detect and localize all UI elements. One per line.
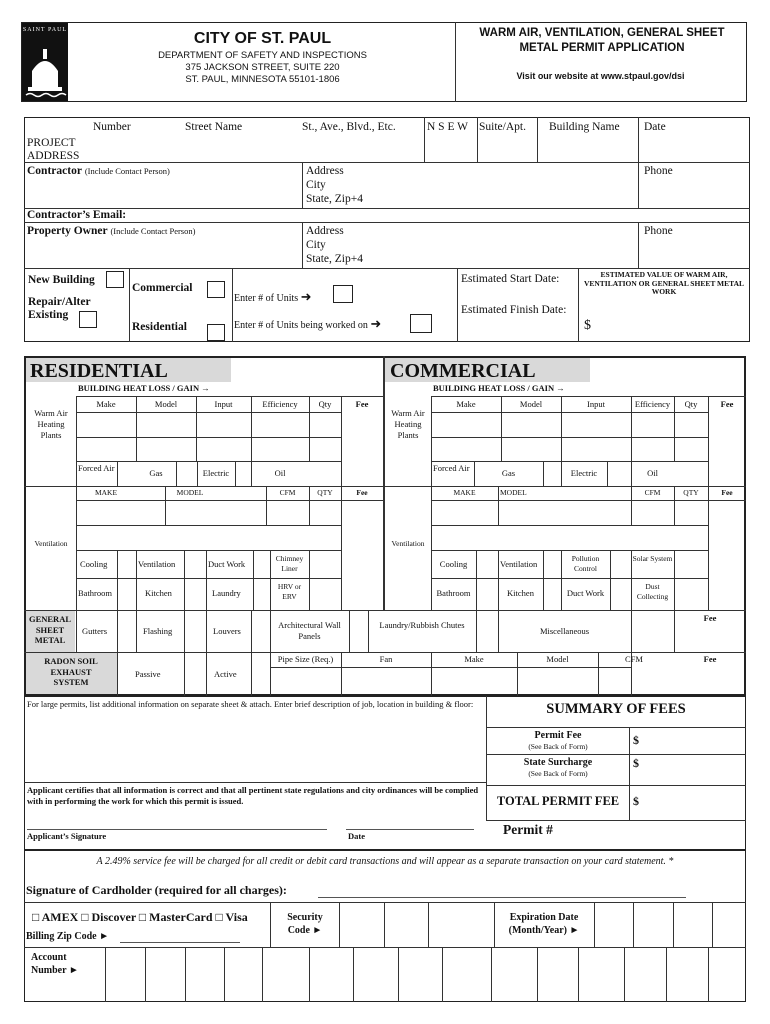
com-opt-pollution-control: Pollution Control <box>571 554 600 573</box>
gsm-architectural: Architectural Wall Panels <box>278 620 341 642</box>
department: DEPARTMENT OF SAFETY AND INSPECTIONS <box>158 50 367 61</box>
com-fuel-electric: Electric <box>570 468 598 478</box>
gsm-fee: Fee <box>703 613 717 623</box>
form-title: WARM AIR, VENTILATION, GENERAL SHEET METAL PERMIT APPLICATION <box>479 27 725 54</box>
label-number: Number <box>93 121 131 133</box>
city-name: CITY OF ST. PAUL <box>193 30 332 47</box>
units-worked-label: Enter # of Units being worked on ➜ <box>234 316 382 331</box>
com-opt-duct-work: Duct Work <box>566 588 605 598</box>
units-input[interactable] <box>333 285 353 303</box>
radon-cfm: CFM <box>625 654 643 664</box>
com-opt-solar-system: Solar System <box>632 554 673 563</box>
com-warm-air-label: Warm Air Heating Plants <box>391 408 425 441</box>
com-fuel-gas: Gas <box>501 468 516 478</box>
permit-fee-dollar: $ <box>633 733 639 747</box>
contractor-phone: Phone <box>644 165 673 177</box>
res-opt-duct-work: Duct Work <box>208 559 246 569</box>
com-col-qty: Qty <box>684 399 698 409</box>
label-suite: Suite/Apt. <box>479 121 526 133</box>
gsm-label: GENERAL SHEET METAL <box>28 614 72 646</box>
res-opt-chimney-liner: Chimney Liner <box>275 554 304 573</box>
com-vcol-make: MAKE <box>453 488 476 497</box>
contractor-state: State, Zip+4 <box>306 193 363 205</box>
permit-number-label: Permit # <box>503 822 553 837</box>
com-opt-dust-collecting: Dust Collecting <box>636 582 669 601</box>
res-fuel-forced-air: Forced Air <box>78 463 115 473</box>
res-heat-loss: BUILDING HEAT LOSS / GAIN → <box>78 383 210 393</box>
signature-date-label: Date <box>348 831 365 841</box>
estimated-value-label: ESTIMATED VALUE OF WARM AIR, VENTILATION OR GENERAL SHEET METAL WORK <box>583 270 745 297</box>
repair-alter-checkbox[interactable] <box>79 311 97 328</box>
com-vcol-qty: QTY <box>683 488 699 497</box>
commercial-label: Commercial <box>132 282 193 294</box>
units-worked-input[interactable] <box>410 314 432 333</box>
commercial-checkbox[interactable] <box>207 281 225 298</box>
res-vcol-model: MODEL <box>176 488 204 497</box>
state-surcharge-dollar: $ <box>633 756 639 770</box>
payment-block <box>24 850 746 1002</box>
address-line-2: ST. PAUL, MINNESOTA 55101-1806 <box>185 74 340 85</box>
dome-icon <box>22 41 68 101</box>
res-ventilation-label: Ventilation <box>34 539 68 548</box>
radon-make: Make <box>464 654 484 664</box>
owner-state: State, Zip+4 <box>306 253 363 265</box>
owner-phone: Phone <box>644 225 673 237</box>
res-opt-ventilation: Ventilation <box>138 559 176 569</box>
value-dollar: $ <box>584 318 591 333</box>
com-col-model: Model <box>519 399 543 409</box>
res-opt-cooling: Cooling <box>80 559 108 569</box>
applicant-signature-label: Applicant’s Signature <box>27 831 107 841</box>
gsm-flashing: Flashing <box>143 626 173 636</box>
residential-title: RESIDENTIAL <box>30 360 168 382</box>
logo-text: SAINT PAUL <box>22 27 68 33</box>
res-opt-laundry: Laundry <box>212 588 241 598</box>
res-fuel-gas: Gas <box>149 468 163 478</box>
finish-date-label: Estimated Finish Date: <box>461 304 567 316</box>
res-warm-air-label: Warm Air Heating Plants <box>34 408 68 441</box>
label-street: Street Name <box>185 121 243 133</box>
units-label: Enter # of Units ➜ <box>234 289 312 304</box>
project-address-label: PROJECT ADDRESS <box>27 137 80 163</box>
res-fuel-oil: Oil <box>274 468 286 478</box>
res-col-input: Input <box>214 399 233 409</box>
com-ventilation-label: Ventilation <box>391 539 425 548</box>
res-col-model: Model <box>154 399 178 409</box>
total-permit-fee-dollar: $ <box>633 794 639 808</box>
job-description-label: For large permits, list additional information on separate sheet & attach. Enter brief description of job, location in building & floor: <box>27 699 474 709</box>
gsm-chutes: Laundry/Rubbish Chutes <box>379 620 465 630</box>
res-vcol-make: MAKE <box>94 488 118 497</box>
com-vcol-cfm: CFM <box>644 488 661 497</box>
com-opt-bathroom: Bathroom <box>436 588 471 598</box>
owner-address: Address <box>306 225 344 237</box>
state-surcharge-note: (See Back of Form) <box>528 769 588 778</box>
owner-city: City <box>306 239 326 251</box>
res-vcol-fee: Fee <box>356 488 368 497</box>
com-vcol-fee: Fee <box>721 488 733 497</box>
new-building-label: New Building <box>28 274 95 286</box>
contractor-label: Contractor (Include Contact Person) <box>27 165 170 177</box>
contractor-address: Address <box>306 165 344 177</box>
total-permit-fee-label: TOTAL PERMIT FEE <box>496 794 620 808</box>
expiration-date-label: Expiration Date (Month/Year) ► <box>508 912 580 936</box>
card-type-options[interactable]: □ AMEX □ Discover □ MasterCard □ Visa <box>32 910 248 924</box>
com-fuel-oil: Oil <box>647 468 658 478</box>
label-nsew: N S E W <box>427 121 468 133</box>
com-col-input: Input <box>587 399 605 409</box>
res-opt-kitchen: Kitchen <box>145 588 172 598</box>
contractor-email-label: Contractor’s Email: <box>27 209 127 221</box>
radon-label: RADON SOIL EXHAUST SYSTEM <box>44 656 98 688</box>
residential-label: Residential <box>132 321 187 333</box>
com-col-make: Make <box>456 399 476 409</box>
billing-zip-label: Billing Zip Code ► <box>26 931 109 942</box>
label-suffix: St., Ave., Blvd., Etc. <box>302 121 396 133</box>
address-line-1: 375 JACKSON STREET, SUITE 220 <box>185 62 340 73</box>
radon-fee: Fee <box>703 654 717 664</box>
permit-fee-note: (See Back of Form) <box>528 742 588 751</box>
com-opt-kitchen: Kitchen <box>507 588 534 598</box>
com-heat-loss: BUILDING HEAT LOSS / GAIN → <box>433 383 565 393</box>
contractor-city: City <box>306 179 326 191</box>
com-opt-ventilation: Ventilation <box>500 559 538 569</box>
radon-fan: Fan <box>379 654 393 664</box>
commercial-title: COMMERCIAL <box>390 360 536 382</box>
res-vcol-cfm: CFM <box>279 488 296 497</box>
com-fuel-forced-air: Forced Air <box>433 463 470 473</box>
radon-pipe-size: Pipe Size (Req.) <box>277 654 334 664</box>
description-fees-block <box>24 696 746 850</box>
summary-of-fees-title: SUMMARY OF FEES <box>546 701 686 717</box>
res-col-fee: Fee <box>355 399 369 409</box>
cardholder-signature-label: Signature of Cardholder (required for all charges): <box>26 883 287 897</box>
res-col-qty: Qty <box>318 399 332 409</box>
radon-passive: Passive <box>135 669 161 679</box>
res-col-efficiency: Efficiency <box>262 399 298 409</box>
gsm-louvers: Louvers <box>213 626 241 636</box>
start-date-label: Estimated Start Date: <box>461 273 560 285</box>
radon-model: Model <box>546 654 569 664</box>
res-opt-hrv-erv: HRV or ERV <box>277 582 302 601</box>
res-fuel-electric: Electric <box>202 468 230 478</box>
res-col-make: Make <box>96 399 116 409</box>
account-number-label: Account Number ► <box>31 952 79 976</box>
label-date: Date <box>644 121 666 133</box>
certify-text: Applicant certifies that all information is correct and that all pertinent state regulations and city ordinances will be complied with in performing the work for which this permit is issued. <box>27 785 479 807</box>
service-fee-notice: A 2.49% service fee will be charged for all credit or debit card transactions and will appear as a separate transaction on your card statement. * <box>96 856 674 867</box>
repair-alter-label: Repair/Alter Existing <box>28 296 91 322</box>
gsm-misc: Miscellaneous <box>539 626 590 636</box>
owner-label: Property Owner (Include Contact Person) <box>27 225 196 237</box>
permit-fee-label: Permit Fee <box>534 730 582 741</box>
website: Visit our website at www.stpaul.gov/dsi <box>516 71 685 81</box>
res-vcol-qty: QTY <box>317 488 333 497</box>
com-opt-cooling: Cooling <box>439 559 468 569</box>
new-building-checkbox[interactable] <box>106 271 124 288</box>
gsm-gutters: Gutters <box>82 626 108 636</box>
radon-active: Active <box>214 669 237 679</box>
residential-checkbox[interactable] <box>207 324 225 341</box>
security-code-label: Security Code ► <box>287 912 323 936</box>
com-col-efficiency: Efficiency <box>634 399 671 409</box>
state-surcharge-label: State Surcharge <box>523 757 593 768</box>
res-opt-bathroom: Bathroom <box>78 588 112 598</box>
label-building: Building Name <box>549 121 620 133</box>
com-col-fee: Fee <box>720 399 734 409</box>
city-seal-logo <box>22 23 68 101</box>
com-vcol-model: MODEL <box>500 488 527 497</box>
